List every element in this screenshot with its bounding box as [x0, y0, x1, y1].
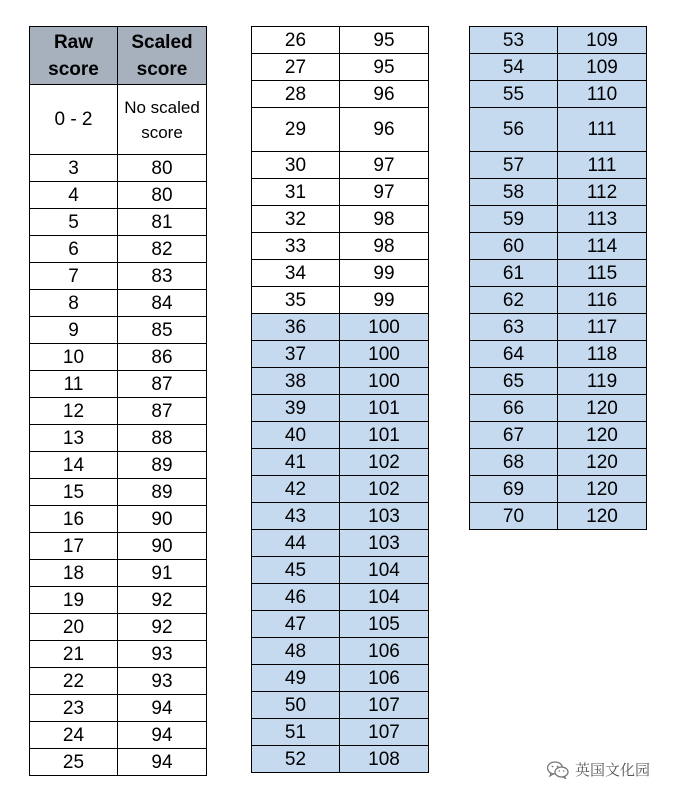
table-row [252, 422, 429, 449]
raw-score-cell: 30 [252, 152, 340, 179]
raw-score-cell: 5 [30, 209, 118, 236]
table-row [252, 449, 429, 476]
table-row [30, 236, 207, 263]
raw-score-cell: 17 [30, 533, 118, 560]
raw-score-cell: 55 [470, 81, 558, 108]
table-row [252, 341, 429, 368]
table-row [470, 287, 647, 314]
scaled-score-cell: 113 [558, 206, 647, 233]
raw-score-cell: 36 [252, 314, 340, 341]
raw-score-cell: 9 [30, 317, 118, 344]
scaled-score-cell: 94 [118, 695, 207, 722]
raw-score-cell: 20 [30, 614, 118, 641]
scaled-score-cell: No scaled score [118, 85, 207, 155]
raw-score-cell: 14 [30, 452, 118, 479]
table-row [252, 584, 429, 611]
scaled-score-cell: 93 [118, 668, 207, 695]
raw-score-cell: 58 [470, 179, 558, 206]
scaled-score-cell: 86 [118, 344, 207, 371]
table-row [252, 692, 429, 719]
scaled-score-cell: 82 [118, 236, 207, 263]
table-row [30, 425, 207, 452]
scaled-score-cell: 90 [118, 533, 207, 560]
scaled-score-cell: 115 [558, 260, 647, 287]
raw-score-cell: 27 [252, 54, 340, 81]
table-row [30, 85, 207, 155]
watermark [547, 759, 650, 780]
raw-score-cell: 28 [252, 81, 340, 108]
raw-score-cell: 53 [470, 27, 558, 54]
raw-score-cell: 35 [252, 287, 340, 314]
scaled-score-cell: 108 [340, 746, 429, 773]
table-row [470, 108, 647, 152]
table-row [470, 476, 647, 503]
header-scaled-score: Scaled score [118, 27, 207, 85]
raw-score-cell: 24 [30, 722, 118, 749]
scaled-score-cell: 94 [118, 749, 207, 776]
raw-score-cell: 40 [252, 422, 340, 449]
raw-score-cell: 63 [470, 314, 558, 341]
raw-score-cell: 25 [30, 749, 118, 776]
header-raw-score: Raw score [30, 27, 118, 85]
scaled-score-cell: 85 [118, 317, 207, 344]
raw-score-cell: 38 [252, 368, 340, 395]
scaled-score-cell: 97 [340, 179, 429, 206]
raw-score-cell: 70 [470, 503, 558, 530]
table-row [470, 368, 647, 395]
scaled-score-cell: 89 [118, 479, 207, 506]
raw-score-cell: 37 [252, 341, 340, 368]
raw-score-cell: 45 [252, 557, 340, 584]
scaled-score-cell: 112 [558, 179, 647, 206]
raw-score-cell: 50 [252, 692, 340, 719]
table-row [252, 27, 429, 54]
table-row [470, 152, 647, 179]
raw-score-cell: 11 [30, 371, 118, 398]
table-row [30, 641, 207, 668]
table-row [30, 263, 207, 290]
scaled-score-cell: 101 [340, 422, 429, 449]
raw-score-cell: 22 [30, 668, 118, 695]
table-row [30, 209, 207, 236]
scaled-score-cell: 109 [558, 54, 647, 81]
scaled-score-cell: 92 [118, 587, 207, 614]
scaled-score-cell: 110 [558, 81, 647, 108]
table-row [470, 503, 647, 530]
scaled-score-cell: 95 [340, 27, 429, 54]
scaled-score-cell: 95 [340, 54, 429, 81]
scaled-score-cell: 120 [558, 503, 647, 530]
raw-score-cell: 34 [252, 260, 340, 287]
raw-score-cell: 56 [470, 108, 558, 152]
raw-score-cell: 54 [470, 54, 558, 81]
scaled-score-cell: 97 [340, 152, 429, 179]
scaled-score-cell: 102 [340, 449, 429, 476]
table-row [30, 695, 207, 722]
raw-score-cell: 18 [30, 560, 118, 587]
table-row [252, 530, 429, 557]
raw-score-cell: 44 [252, 530, 340, 557]
raw-score-cell: 47 [252, 611, 340, 638]
scaled-score-cell: 104 [340, 584, 429, 611]
scaled-score-cell: 100 [340, 314, 429, 341]
raw-score-cell: 48 [252, 638, 340, 665]
table-row [30, 587, 207, 614]
raw-score-cell: 49 [252, 665, 340, 692]
table-row [470, 206, 647, 233]
scaled-score-cell: 111 [558, 108, 647, 152]
table-row [30, 155, 207, 182]
scaled-score-cell: 80 [118, 182, 207, 209]
table-row [252, 152, 429, 179]
raw-score-cell: 39 [252, 395, 340, 422]
table-row [30, 533, 207, 560]
scaled-score-cell: 107 [340, 692, 429, 719]
raw-score-cell: 31 [252, 179, 340, 206]
scaled-score-cell: 109 [558, 27, 647, 54]
header-row [30, 27, 207, 85]
scaled-score-cell: 87 [118, 371, 207, 398]
raw-score-cell: 26 [252, 27, 340, 54]
table-row [470, 54, 647, 81]
raw-score-cell: 46 [252, 584, 340, 611]
table-row [30, 560, 207, 587]
table-row [252, 287, 429, 314]
table-row [252, 476, 429, 503]
table-row [470, 179, 647, 206]
raw-score-cell: 43 [252, 503, 340, 530]
raw-score-cell: 13 [30, 425, 118, 452]
table-row [252, 638, 429, 665]
table-row [30, 182, 207, 209]
scaled-score-cell: 103 [340, 530, 429, 557]
scaled-score-cell: 96 [340, 108, 429, 152]
raw-score-cell: 61 [470, 260, 558, 287]
scaled-score-cell: 98 [340, 233, 429, 260]
score-table-1 [29, 26, 207, 776]
raw-score-cell: 0 - 2 [30, 85, 118, 155]
table-row [30, 668, 207, 695]
table-row [252, 108, 429, 152]
scaled-score-cell: 99 [340, 287, 429, 314]
table-row [30, 398, 207, 425]
watermark-text: 英国文化园 [575, 761, 651, 779]
scaled-score-cell: 106 [340, 665, 429, 692]
scaled-score-cell: 103 [340, 503, 429, 530]
raw-score-cell: 4 [30, 182, 118, 209]
table-row [252, 206, 429, 233]
table-row [30, 344, 207, 371]
scaled-score-cell: 84 [118, 290, 207, 317]
raw-score-cell: 52 [252, 746, 340, 773]
wechat-icon [547, 761, 569, 779]
scaled-score-cell: 101 [340, 395, 429, 422]
table-row [30, 290, 207, 317]
table-row [30, 317, 207, 344]
scaled-score-cell: 81 [118, 209, 207, 236]
raw-score-cell: 67 [470, 422, 558, 449]
table-row [470, 395, 647, 422]
table-row [252, 611, 429, 638]
scaled-score-cell: 120 [558, 422, 647, 449]
scaled-score-cell: 96 [340, 81, 429, 108]
scaled-score-cell: 100 [340, 368, 429, 395]
scaled-score-cell: 117 [558, 314, 647, 341]
table-row [252, 233, 429, 260]
scaled-score-cell: 98 [340, 206, 429, 233]
raw-score-cell: 60 [470, 233, 558, 260]
table-row [252, 314, 429, 341]
table-row [252, 395, 429, 422]
raw-score-cell: 29 [252, 108, 340, 152]
raw-score-cell: 41 [252, 449, 340, 476]
table-row [252, 503, 429, 530]
score-table-2 [251, 26, 429, 773]
table-row [30, 452, 207, 479]
raw-score-cell: 33 [252, 233, 340, 260]
scaled-score-cell: 91 [118, 560, 207, 587]
raw-score-cell: 7 [30, 263, 118, 290]
table-row [252, 557, 429, 584]
scaled-score-cell: 107 [340, 719, 429, 746]
table-row [470, 422, 647, 449]
scaled-score-cell: 99 [340, 260, 429, 287]
table-row [470, 27, 647, 54]
table-row [30, 371, 207, 398]
scaled-score-cell: 120 [558, 476, 647, 503]
table-row [470, 233, 647, 260]
table-row [30, 749, 207, 776]
scaled-score-cell: 120 [558, 449, 647, 476]
table-row [252, 368, 429, 395]
table-row [252, 665, 429, 692]
raw-score-cell: 3 [30, 155, 118, 182]
raw-score-cell: 68 [470, 449, 558, 476]
scaled-score-cell: 102 [340, 476, 429, 503]
table-row [470, 260, 647, 287]
scaled-score-cell: 80 [118, 155, 207, 182]
table-row [252, 746, 429, 773]
raw-score-cell: 16 [30, 506, 118, 533]
raw-score-cell: 10 [30, 344, 118, 371]
table-row [252, 179, 429, 206]
raw-score-cell: 65 [470, 368, 558, 395]
raw-score-cell: 23 [30, 695, 118, 722]
raw-score-cell: 19 [30, 587, 118, 614]
scaled-score-cell: 120 [558, 395, 647, 422]
table-row [252, 719, 429, 746]
scaled-score-cell: 114 [558, 233, 647, 260]
raw-score-cell: 6 [30, 236, 118, 263]
scaled-score-cell: 87 [118, 398, 207, 425]
table-row [252, 54, 429, 81]
raw-score-cell: 62 [470, 287, 558, 314]
scaled-score-cell: 89 [118, 452, 207, 479]
raw-score-cell: 32 [252, 206, 340, 233]
scaled-score-cell: 92 [118, 614, 207, 641]
scaled-score-cell: 105 [340, 611, 429, 638]
table-row [30, 614, 207, 641]
scaled-score-cell: 111 [558, 152, 647, 179]
table-row [470, 81, 647, 108]
table-row [470, 314, 647, 341]
raw-score-cell: 21 [30, 641, 118, 668]
table-row [30, 479, 207, 506]
raw-score-cell: 42 [252, 476, 340, 503]
scaled-score-cell: 88 [118, 425, 207, 452]
raw-score-cell: 8 [30, 290, 118, 317]
scaled-score-cell: 119 [558, 368, 647, 395]
raw-score-cell: 57 [470, 152, 558, 179]
raw-score-cell: 51 [252, 719, 340, 746]
raw-score-cell: 66 [470, 395, 558, 422]
scaled-score-cell: 90 [118, 506, 207, 533]
raw-score-cell: 59 [470, 206, 558, 233]
scaled-score-cell: 100 [340, 341, 429, 368]
table-row [30, 722, 207, 749]
scaled-score-cell: 116 [558, 287, 647, 314]
raw-score-cell: 15 [30, 479, 118, 506]
table-row [252, 260, 429, 287]
scaled-score-cell: 93 [118, 641, 207, 668]
raw-score-cell: 69 [470, 476, 558, 503]
scaled-score-cell: 94 [118, 722, 207, 749]
table-row [252, 81, 429, 108]
scaled-score-cell: 118 [558, 341, 647, 368]
score-table-3 [469, 26, 647, 530]
table-row [470, 449, 647, 476]
raw-score-cell: 12 [30, 398, 118, 425]
scaled-score-cell: 83 [118, 263, 207, 290]
table-row [30, 506, 207, 533]
raw-score-cell: 64 [470, 341, 558, 368]
table-row [470, 341, 647, 368]
scaled-score-cell: 106 [340, 638, 429, 665]
scaled-score-cell: 104 [340, 557, 429, 584]
